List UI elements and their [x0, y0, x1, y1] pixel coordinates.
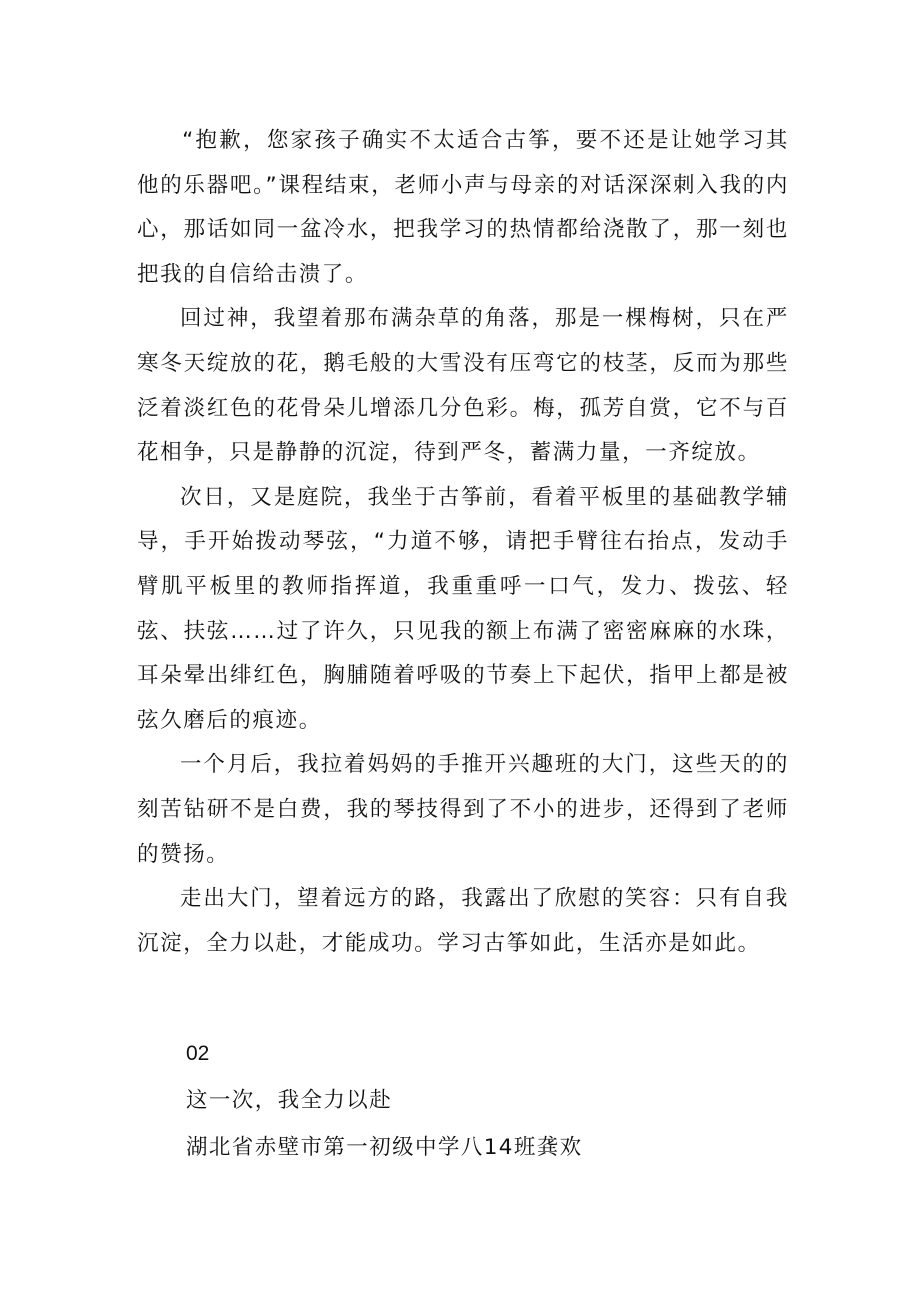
section-number: 02: [186, 1042, 210, 1065]
paragraph: 一个月后，我拉着妈妈的手推开兴趣班的大门，这些天的的刻苦钻研不是白费，我的琴技得到了不小的进步，还得到了老师的赞扬。: [137, 752, 789, 867]
article-body: [137, 119, 789, 966]
next-section-header: [186, 1039, 583, 1163]
section-author: 湖北省赤壁市第一初级中学八14班龚欢: [186, 1135, 583, 1160]
section-title: 这一次，我全力以赴: [186, 1088, 393, 1113]
paragraph: “抱歉，您家孩子确实不太适合古筝，要不还是让她学习其他的乐器吧。”课程结束，老师小声与母亲的对话深深刺入我的内心，那话如同一盆冷水，把我学习的热情都给浇散了，那一刻也把我的自信给击溃了。: [137, 128, 789, 287]
paragraph: 次日，又是庭院，我坐于古筝前，看着平板里的基础教学辅导，手开始拨动琴弦，“力道不够，请把手臂往右抬点，发动手臂肌平板里的教师指挥道，我重重呼一口气，发力、拨弦、轻弦、扶弦……过了许久，只见我的额上布满了密密麻麻的水珠，耳朵晕出绯红色，胸脯随着呼吸的节奏上下起伏，指甲上都是被弦久磨后的痕迹。: [137, 484, 789, 733]
paragraph: 回过神，我望着那布满杂草的角落，那是一棵梅树，只在严寒冬天绽放的花，鹅毛般的大雪没有压弯它的枝茎，反而为那些泛着淡红色的花骨朵儿增添几分色彩。梅，孤芳自赏，它不与百花相争，只是静静的沉淀，待到严冬，蓄满力量，一齐绽放。: [137, 306, 789, 466]
paragraph: 走出大门，望着远方的路，我露出了欣慰的笑容：只有自我沉淀，全力以赴，才能成功。学习古筝如此，生活亦是如此。: [137, 886, 789, 956]
